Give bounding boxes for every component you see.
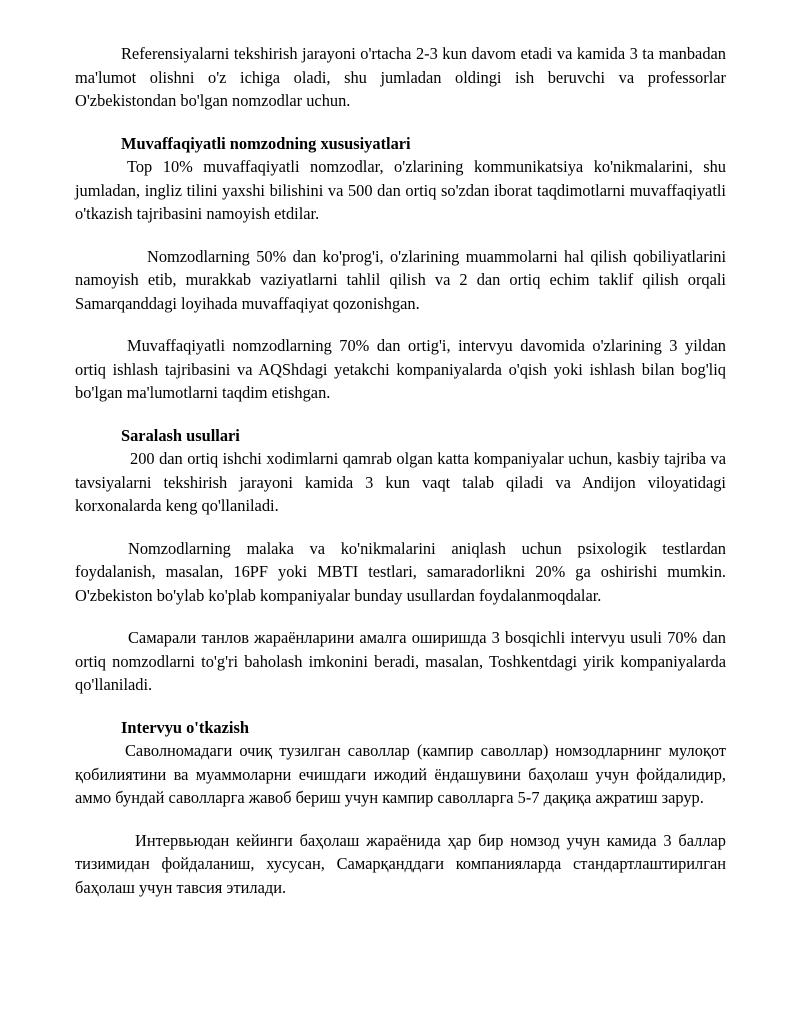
paragraph-baholash-tizimi: Интервьюдан кейинги баҳолаш жараёнида ҳар бир номзод учун камида 3 баллар тизимидан фойдаланиш, хусусан, Самарқанддаги компанияларда стандартлаштирилган баҳолаш учун тавсия этилади.: [75, 830, 726, 897]
document-page: [75, 42, 726, 899]
paragraph-ochiq-savollar: Саволномадаги очиқ тузилган саволлар (кампир саволлар) номзодларнинг мулоқот қобилиятини ва муаммоларни ечишдаги ижодий ёндашувини баҳолаш учун фойдалидир, аммо бундай саволларга жавоб бериш учун кампир саволларга 5-7 дақиқа ажратиш зарур.: [75, 741, 726, 807]
paragraph-muammolarni-hal-qilish: Nomzodlarning 50% dan ko'prog'i, o'zlarining muammolarni hal qilish qobiliyatlarini namoyish etib, murakkab vaziyatlarni tahlil qilish va 2 dan ortiq echim taklif qilish orqali Samarqanddagi loyihada muvaffaqiyat qozonishgan.: [75, 246, 726, 313]
paragraph-intervyu-usuli: Самарали танлов жараёнларини амалга оширишда 3 bosqichli intervyu usuli 70% dan ortiq nomzodlarni to'g'ri baholash imkonini beradi, masalan, Toshkentdagi yirik kompaniyalarda qo'llaniladi.: [75, 628, 726, 694]
heading-intervyu-otkazish: Intervyu o'tkazish: [121, 717, 249, 737]
heading-muvaffaqiyatli-nomzod: Muvaffaqiyatli nomzodning xususiyatlari: [121, 133, 411, 153]
paragraph-psixologik-testlar: Nomzodlarning malaka va ko'nikmalarini aniqlash uchun psixologik testlardan foydalanish, masalan, 16PF yoki MBTI testlari, samaradorlikni 20% ga oshirishi mumkin. O'zbekiston bo'ylab ko'plab kompaniyalar bunday usullardan foydalanmoqdalar.: [75, 538, 726, 605]
paragraph-katta-kompaniyalar: 200 dan ortiq ishchi xodimlarni qamrab olgan katta kompaniyalar uchun, kasbiy tajriba va tavsiyalarni tekshirish jarayoni kamida 3 kun vaqt talab qiladi va Andijon viloyatidagi korxonalarda keng qo'llaniladi.: [75, 449, 726, 515]
paragraph-intervyu-tajriba: Muvaffaqiyatli nomzodlarning 70% dan ortig'i, intervyu davomida o'zlarining 3 yildan ortiq ishlash tajribasini va AQShdagi yetakchi kompaniyalarda o'qish yoki ishlash bilan bog'liq bo'lgan ma'lumotlarni taqdim etishgan.: [75, 336, 726, 402]
heading-saralash-usullari: Saralash usullari: [121, 425, 240, 445]
paragraph-top-nomzodlar: Top 10% muvaffaqiyatli nomzodlar, o'zlarining kommunikatsiya ko'nikmalarini, shu jumladan, ingliz tilini yaxshi bilishini va 500 dan ortiq so'zdan iborat taqdimotlarni muvaffaqiyatli o'tkazish tajribasini namoyish etdilar.: [75, 157, 726, 223]
paragraph-referensiyalar: Referensiyalarni tekshirish jarayoni o'rtacha 2-3 kun davom etadi va kamida 3 ta manbadan ma'lumot olishni o'z ichiga oladi, shu jumladan oldingi ish beruvchi va professorlar O'zbekistondan bo'lgan nomzodlar uchun.: [75, 44, 726, 110]
